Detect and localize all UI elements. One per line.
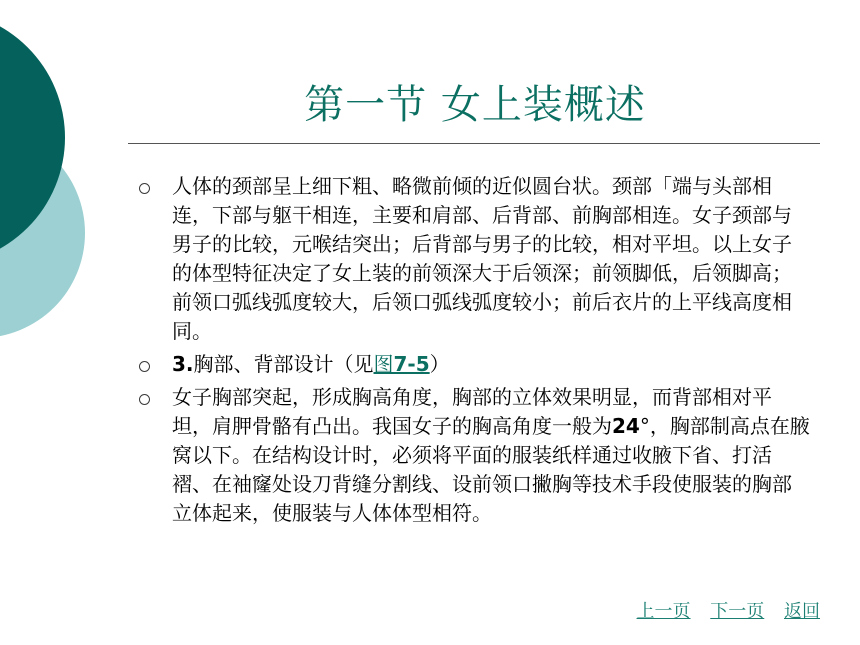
chest-text-part1: 女子胸部突起，形成胸高角度，胸部的立体效果明显，而背部相对平坦，肩胛骨骼有凸出。我国女子的胸高角度一般为 xyxy=(172,385,772,438)
hollow-circle-bullet-icon xyxy=(139,183,150,194)
item-number: 3. xyxy=(172,352,194,376)
bullet-text: 人体的颈部呈上细下粗、略微前倾的近似圆台状。颈部「端与头部相连，下部与躯干相连，主要和肩部、后背部、前胸部相连。女子颈部与男子的比较，元喉结突出；后背部与男子的比较，相对平坦。以上女子的体型特征决定了女上装的前领深大于后领深；前领脚低，后领脚高；前领口弧线弧度较大，后领口弧线弧度较小；前后衣片的上平线高度相同。 xyxy=(172,174,792,343)
figure-link-number: 7-5 xyxy=(393,352,430,376)
bullet-item-neck xyxy=(130,172,810,346)
slide-navigation xyxy=(623,597,820,623)
heading-text: 胸部、背部设计（见 xyxy=(193,352,374,376)
bullet-item-chest-back-heading xyxy=(130,350,810,379)
back-link[interactable]: 返回 xyxy=(784,601,820,622)
chest-text-part2: °，胸部制高点在腋窝以下。在结构设计时，必须将平面的服装纸样通过收腋下省、打活褶、在袖窿处设刀背缝分割线、设前领口撇胸等技术手段使服装的胸部立体起来，使服装与人体体型相符。 xyxy=(172,414,810,525)
title-divider xyxy=(128,143,820,144)
next-page-link[interactable]: 下一页 xyxy=(710,601,765,622)
slide-body xyxy=(130,172,810,532)
chest-angle-value: 24 xyxy=(612,414,640,438)
hollow-circle-bullet-icon xyxy=(139,394,150,405)
figure-link-prefix: 图 xyxy=(373,352,394,376)
bullet-text xyxy=(172,383,810,528)
bullet-item-chest xyxy=(130,383,810,528)
figure-link[interactable] xyxy=(374,352,430,376)
heading-suffix: ） xyxy=(429,352,450,376)
hollow-circle-bullet-icon xyxy=(139,361,150,372)
prev-page-link[interactable]: 上一页 xyxy=(636,601,691,622)
slide-title: 第一节 女上装概述 xyxy=(304,82,646,128)
bullet-text xyxy=(172,350,810,379)
